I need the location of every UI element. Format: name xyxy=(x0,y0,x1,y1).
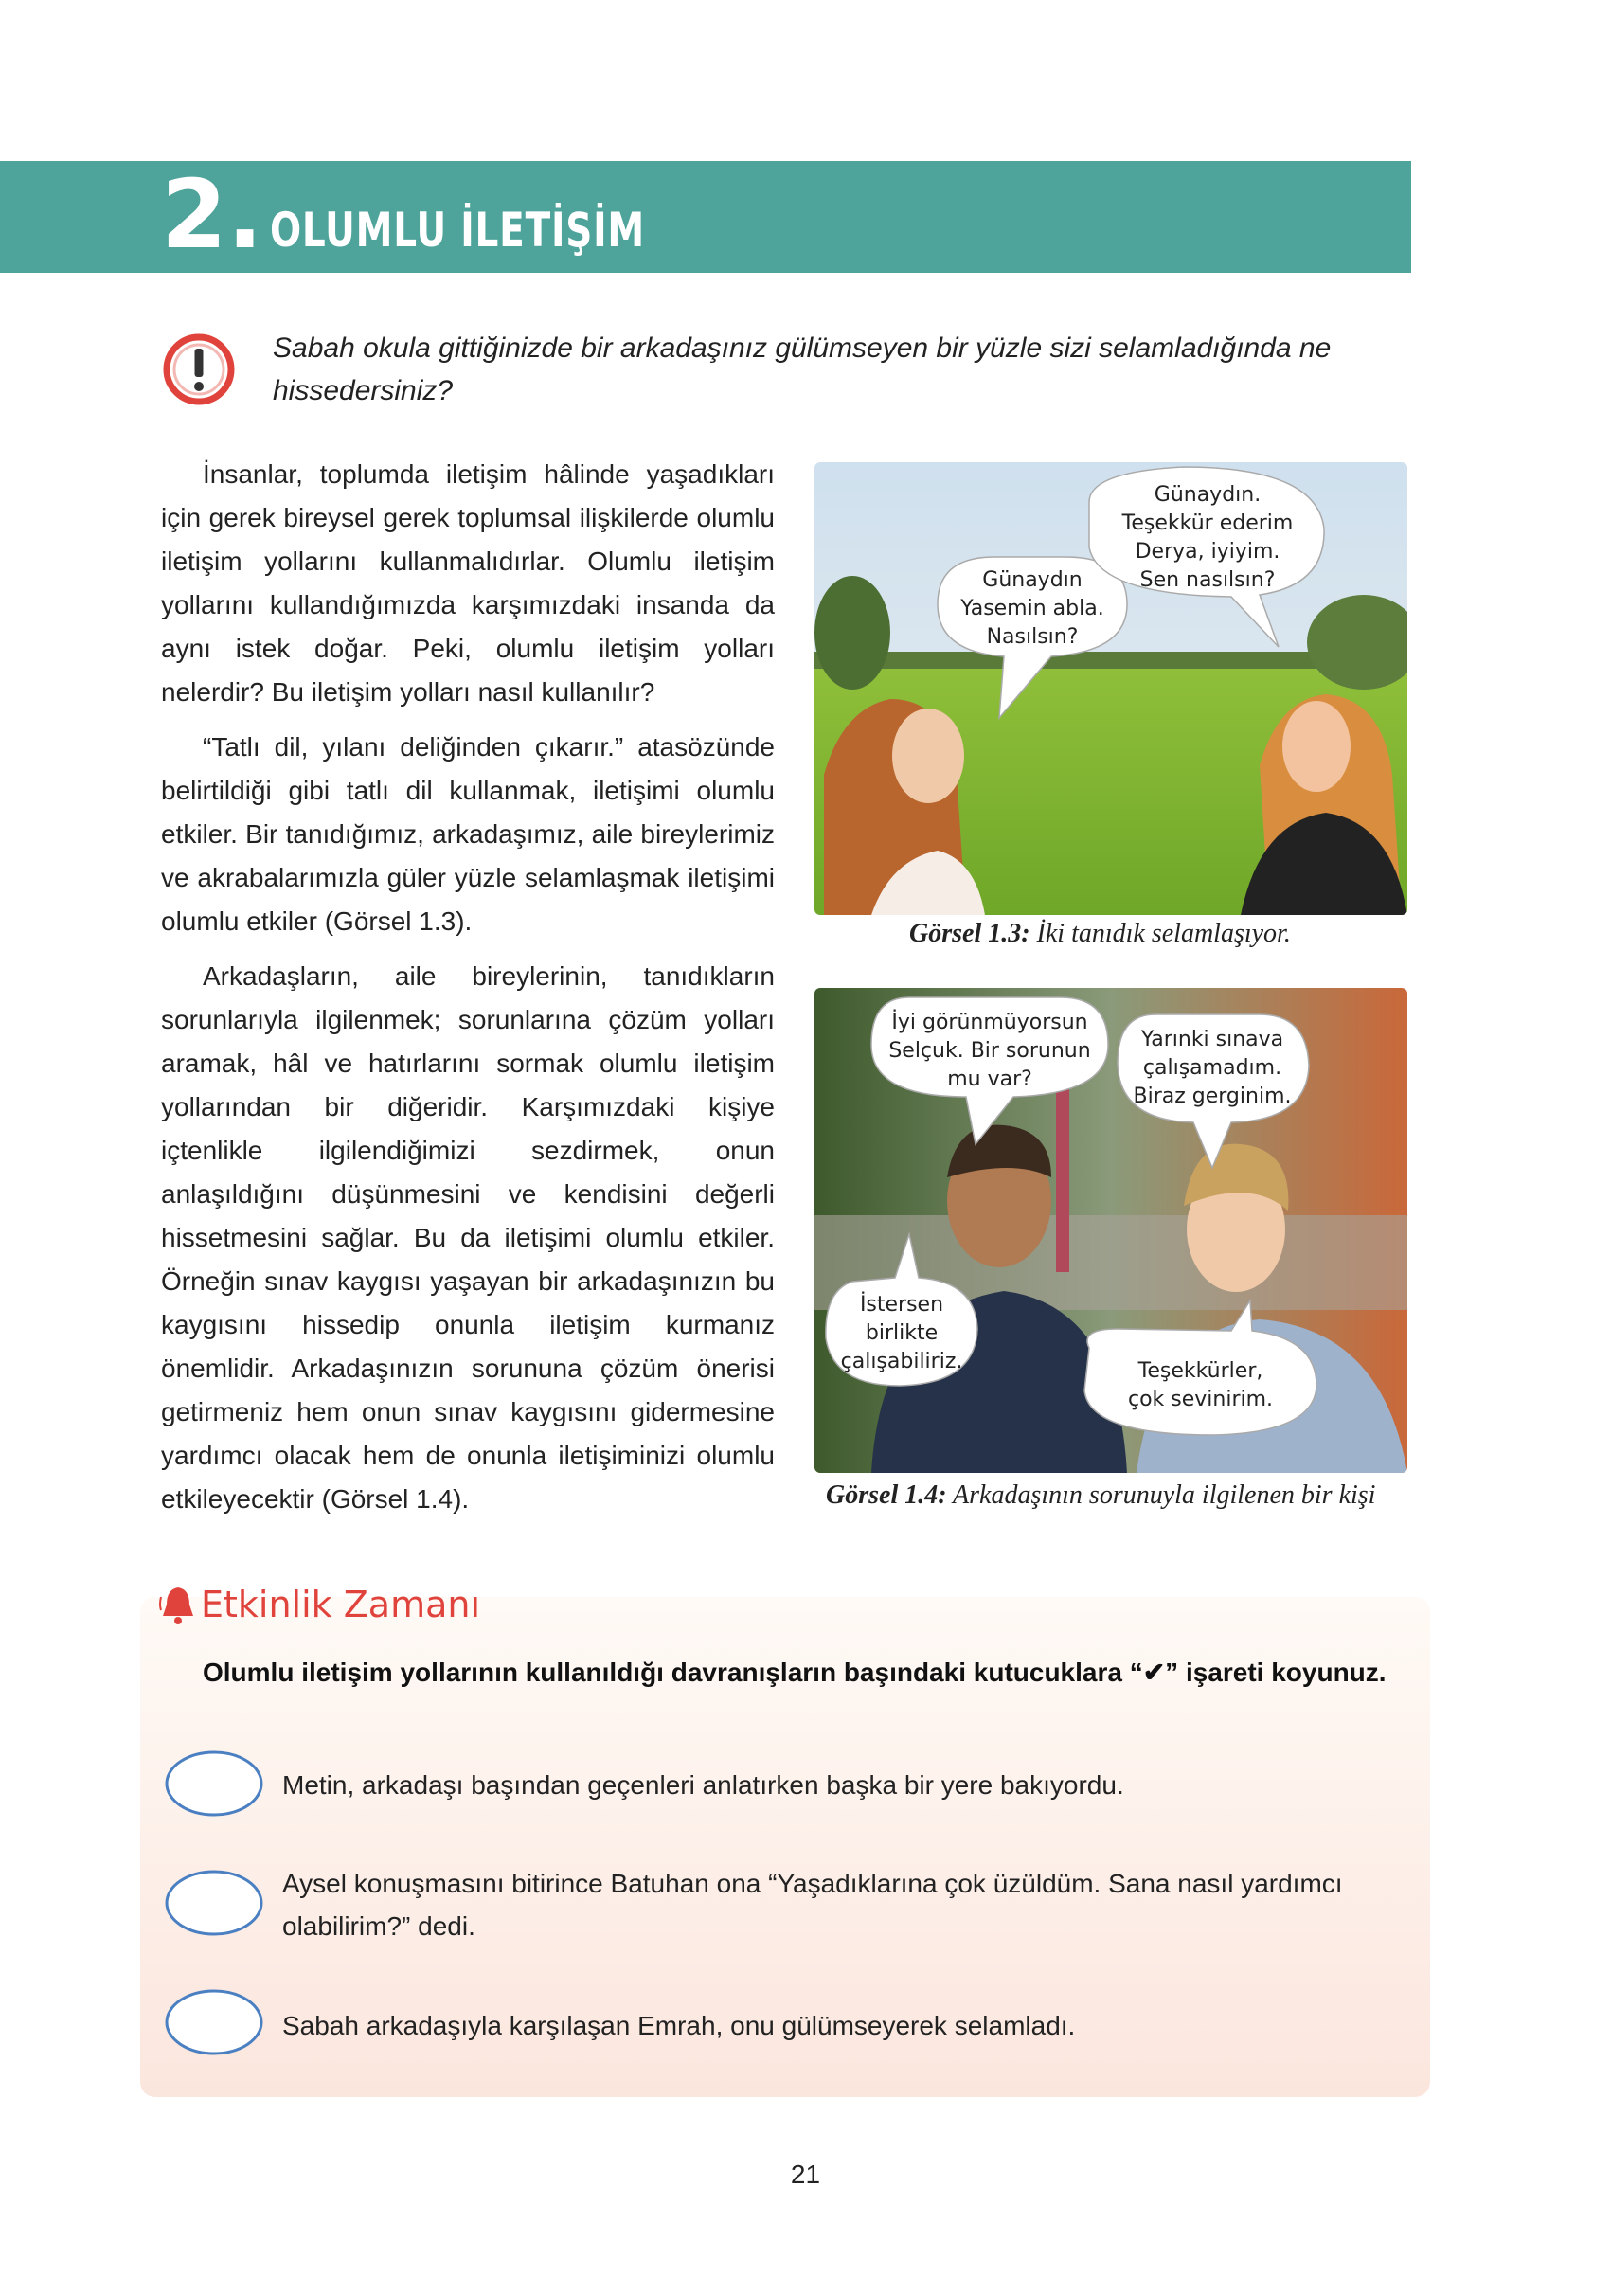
paragraph-1: İnsanlar, toplumda iletişim hâlinde yaşadıkları için gerek bireysel gerek toplumsal ilişkilerde olumlu iletişim yollarını kullanmalıdırlar. Olumlu iletişim yollarını kullandığımızda karşımızdaki insanda da aynı istek doğar. Peki, olumlu iletişim yolları nelerdir? Bu iletişim yolları nasıl kullanılır? xyxy=(161,459,775,707)
section-number: 2. xyxy=(161,159,263,270)
activity-item-2: Aysel konuşmasını bitirince Batuhan ona “Yaşadıklarına çok üzüldüm. Sana nasıl yardımcı olabilirim?” dedi. xyxy=(282,1869,1343,1941)
bubble-woman-reply: Günaydın. Teşekkür ederim Derya, iyiyim. Sen nasılsın? xyxy=(1121,483,1294,592)
checkbox-oval-1[interactable] xyxy=(163,1749,265,1819)
body-text xyxy=(161,453,775,1533)
activity-instruction: Olumlu iletişim yollarının kullanıldığı davranışların başındaki kutucuklara “✔” işareti koyunuz. xyxy=(203,1658,1387,1687)
figure-1-3-caption: Görsel 1.3: İki tanıdık selamlaşıyor. xyxy=(909,919,1291,948)
checkbox-oval-3[interactable] xyxy=(163,1987,265,2057)
bubble-concern-question: İyi görünmüyorsun Selçuk. Bir sorunun mu var? xyxy=(888,1011,1091,1091)
activity-item-1: Metin, arkadaşı başından geçenleri anlatırken başka bir yere bakıyordu. xyxy=(282,1770,1124,1800)
activity-item-3: Sabah arkadaşıyla karşılaşan Emrah, onu gülümseyerek selamladı. xyxy=(282,2011,1076,2040)
bubble-girl-greeting: Günaydın Yasemin abla. Nasılsın? xyxy=(960,568,1104,649)
bubble-thanks: Teşekkürler, çok sevinirim. xyxy=(1127,1359,1274,1411)
photo-friends xyxy=(814,988,1407,1473)
paragraph-2: “Tatlı dil, yılanı deliğinden çıkarır.” atasözünde belirtildiği gibi tatlı dil kullanmak, iletişimi olumlu etkiler. Bir tanıdığımız, arkadaşımız, aile bireylerimiz ve akrabalarımızla güler yüzle selamlaşmak iletişimi olumlu etkiler (Görsel 1.3). xyxy=(161,732,775,936)
figure-1-4-caption: Görsel 1.4: Arkadaşının sorunuyla ilgilenen bir kişi xyxy=(826,1480,1376,1510)
activity-title: Etkinlik Zamanı xyxy=(201,1584,481,1625)
bell-icon xyxy=(159,1584,197,1627)
paragraph-3: Arkadaşların, aile bireylerinin, tanıdıkların sorunlarıyla ilgilenmek; sorunlarına çözüm yolları aramak, hâl ve hatırlarını sormak olumlu iletişim yollarından bir diğeridir. Karşımızdaki kişiye içtenlikle ilgilendiğimizi sezdirmek, onun anlaşıldığını düşünmesini ve kendisini değerli hissetmesini sağlar. Bu da iletişimi olumlu etkiler. Örneğin sınav kaygısı yaşayan bir arkadaşınızın bu kaygısını hissedip onunla iletişim kurmanız önemlidir. Arkadaşınızın sorununa çözüm önerisi getirmeniz hem onun sınav kaygısını gidermesine yardımcı olacak hem de onunla iletişiminizi olumlu etkileyecektir (Görsel 1.4). xyxy=(161,961,775,1514)
section-title: OLUMLU İLETİŞİM xyxy=(270,203,646,258)
page-number: 21 xyxy=(790,2160,821,2189)
photo-greeting xyxy=(814,462,1407,915)
exclamation-icon xyxy=(161,332,237,407)
bubble-offer-help: İstersen birlikte çalışabiliriz. xyxy=(840,1293,963,1373)
checkbox-oval-2[interactable] xyxy=(163,1868,265,1938)
bubble-exam-stress: Yarınki sınava çalışamadım. Biraz gerginim. xyxy=(1133,1028,1292,1108)
intro-question: Sabah okula gittiğinizde bir arkadaşınız gülümseyen bir yüzle sizi selamladığında ne hissedersiniz? xyxy=(273,332,1332,406)
